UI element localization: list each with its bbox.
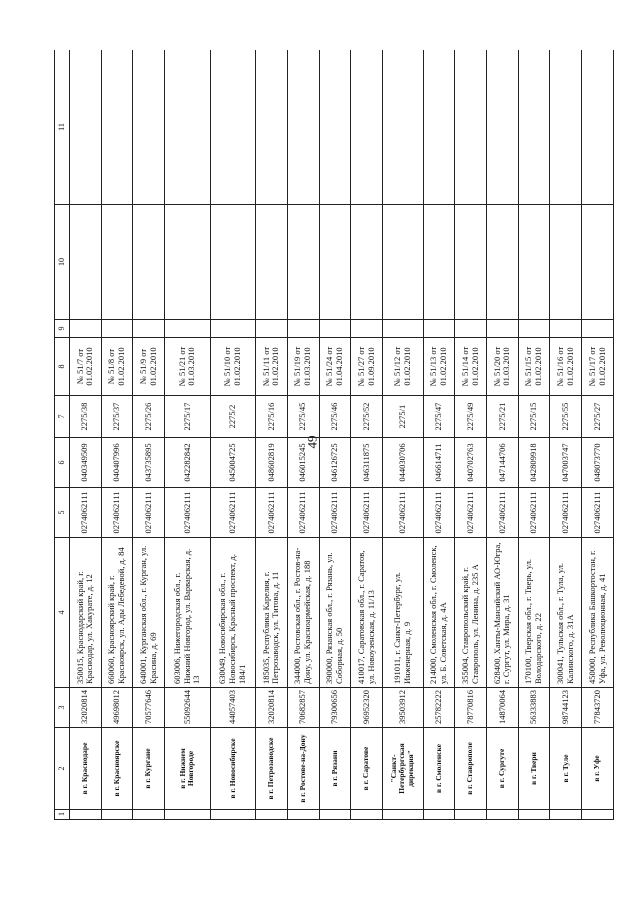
number-cell: 2275/49 <box>455 396 487 438</box>
code-cell: 78770816 <box>455 688 487 728</box>
number-cell: 2275/47 <box>423 396 455 438</box>
column-11-cell <box>518 50 550 205</box>
column-10-cell <box>101 205 133 320</box>
column-header-3: 3 <box>55 688 70 728</box>
column-9-cell <box>455 320 487 338</box>
order-cell: № 51/7 от 01.02.2010 <box>70 338 102 396</box>
row-index-cell <box>165 810 210 820</box>
table-row <box>351 50 383 820</box>
number-cell: 2275/2 <box>210 396 255 438</box>
inn-cell: 0274062111 <box>319 488 351 538</box>
inn-cell: 0274062111 <box>133 488 165 538</box>
address-cell: 214000, Смоленская обл., г. Смоленск, ул. Б. Советская, д. 4А <box>423 538 455 688</box>
branch-name-cell: в г. Нижнем Новгороде <box>165 728 210 810</box>
column-header-9: 9 <box>55 320 70 338</box>
branch-name-cell: в г. Сургуте <box>487 728 519 810</box>
inn-cell: 0274062111 <box>382 488 423 538</box>
inn-cell: 0274062111 <box>582 488 614 538</box>
column-11-cell <box>351 50 383 205</box>
row-index-cell <box>256 810 288 820</box>
kpp-cell: 048602819 <box>256 438 288 488</box>
kpp-cell: 047144706 <box>487 438 519 488</box>
code-cell: 25782222 <box>423 688 455 728</box>
order-cell: № 51/15 от 01.02.2010 <box>518 338 550 396</box>
branch-name-cell: в г. Твери <box>518 728 550 810</box>
code-cell: 98744123 <box>550 688 582 728</box>
code-cell: 49698012 <box>101 688 133 728</box>
number-cell: 2275/38 <box>70 396 102 438</box>
column-11-cell <box>70 50 102 205</box>
column-9-cell <box>518 320 550 338</box>
order-cell: № 51/20 от 01.03.2010 <box>487 338 519 396</box>
inn-cell: 0274062111 <box>70 488 102 538</box>
number-cell: 2275/45 <box>287 396 319 438</box>
inn-cell: 0274062111 <box>287 488 319 538</box>
table-row <box>423 50 455 820</box>
order-cell: № 51/11 от 01.02.2010 <box>256 338 288 396</box>
column-10-cell <box>319 205 351 320</box>
row-index-cell <box>351 810 383 820</box>
inn-cell: 0274062111 <box>550 488 582 538</box>
inn-cell: 0274062111 <box>423 488 455 538</box>
column-9-cell <box>582 320 614 338</box>
column-header-2: 2 <box>55 728 70 810</box>
column-11-cell <box>319 50 351 205</box>
column-9-cell <box>550 320 582 338</box>
table-row <box>518 50 550 820</box>
branch-name-cell: "Санкт-Петербургская дирекция" <box>382 728 423 810</box>
column-header-6: 6 <box>55 438 70 488</box>
code-cell: 77843720 <box>582 688 614 728</box>
kpp-cell: 046311875 <box>351 438 383 488</box>
address-cell: 390000, Рязанская обл., г. Рязань, ул. Соборная, д. 50 <box>319 538 351 688</box>
order-cell: № 51/19 от 01.03.2010 <box>287 338 319 396</box>
column-11-cell <box>487 50 519 205</box>
table-row <box>287 50 319 820</box>
column-10-cell <box>287 205 319 320</box>
kpp-cell: 047003747 <box>550 438 582 488</box>
header-row <box>55 50 70 820</box>
table-row <box>550 50 582 820</box>
column-9-cell <box>319 320 351 338</box>
order-cell: № 51/10 от 01.02.2010 <box>210 338 255 396</box>
order-cell: № 51/14 от 01.02.2010 <box>455 338 487 396</box>
column-9-cell <box>210 320 255 338</box>
column-9-cell <box>423 320 455 338</box>
row-index-cell <box>455 810 487 820</box>
column-10-cell <box>518 205 550 320</box>
column-11-cell <box>582 50 614 205</box>
address-cell: 660060, Красноярский край, г. Красноярск, ул. Ады Лебедевой, д. 84 <box>101 538 133 688</box>
branch-name-cell: в г. Краснодаре <box>70 728 102 810</box>
address-cell: 450000, Республика Башкортостан, г. Уфа, ул. Революционная, д. 41 <box>582 538 614 688</box>
code-cell: 32020814 <box>70 688 102 728</box>
code-cell: 56333883 <box>518 688 550 728</box>
column-10-cell <box>455 205 487 320</box>
number-cell: 2275/17 <box>165 396 210 438</box>
column-9-cell <box>256 320 288 338</box>
table-row <box>487 50 519 820</box>
column-11-cell <box>133 50 165 205</box>
row-index-cell <box>518 810 550 820</box>
row-index-cell <box>582 810 614 820</box>
column-9-cell <box>382 320 423 338</box>
number-cell: 2275/1 <box>382 396 423 438</box>
branch-name-cell: в г. Красноярске <box>101 728 133 810</box>
column-10-cell <box>70 205 102 320</box>
address-cell: 191011, г. Санкт-Петербург, ул. Инженерная, д. 9 <box>382 538 423 688</box>
table-row <box>101 50 133 820</box>
address-cell: 344000, Ростовская обл., г. Ростов-на-Дону, ул. Красноармейская, д. 188 <box>287 538 319 688</box>
column-header-11: 11 <box>55 50 70 205</box>
column-10-cell <box>550 205 582 320</box>
column-10-cell <box>256 205 288 320</box>
order-cell: № 51/13 от 01.02.2010 <box>423 338 455 396</box>
kpp-cell: 045004725 <box>210 438 255 488</box>
column-11-cell <box>550 50 582 205</box>
inn-cell: 0274062111 <box>210 488 255 538</box>
column-11-cell <box>256 50 288 205</box>
column-10-cell <box>582 205 614 320</box>
number-cell: 2275/16 <box>256 396 288 438</box>
kpp-cell: 048073770 <box>582 438 614 488</box>
order-cell: № 51/16 от 01.02.2010 <box>550 338 582 396</box>
inn-cell: 0274062111 <box>518 488 550 538</box>
kpp-cell: 043735895 <box>133 438 165 488</box>
column-10-cell <box>423 205 455 320</box>
row-index-cell <box>210 810 255 820</box>
column-10-cell <box>210 205 255 320</box>
inn-cell: 0274062111 <box>101 488 133 538</box>
column-10-cell <box>351 205 383 320</box>
branch-name-cell: в г. Ставрополе <box>455 728 487 810</box>
number-cell: 2275/26 <box>133 396 165 438</box>
address-cell: 628400, Ханты-Мансийский АО-Югра, г. Сургут, ул. Мира, д. 31 <box>487 538 519 688</box>
column-header-8: 8 <box>55 338 70 396</box>
column-9-cell <box>133 320 165 338</box>
address-cell: 355004, Ставропольский край, г. Ставрополь, ул. Ленина, д. 235 А <box>455 538 487 688</box>
column-11-cell <box>101 50 133 205</box>
row-index-cell <box>133 810 165 820</box>
kpp-cell: 044030706 <box>382 438 423 488</box>
address-cell: 185035, Республика Карелия, г. Петрозаводск, ул. Титова, д. 11 <box>256 538 288 688</box>
branch-name-cell: в г. Кургане <box>133 728 165 810</box>
column-11-cell <box>165 50 210 205</box>
kpp-cell: 040407996 <box>101 438 133 488</box>
number-cell: 2275/21 <box>487 396 519 438</box>
order-cell: № 51/8 от 01.02.2010 <box>101 338 133 396</box>
registry-table <box>54 50 614 820</box>
table-container <box>54 50 614 820</box>
code-cell: 32020814 <box>256 688 288 728</box>
branch-name-cell: в г. Петрозаводске <box>256 728 288 810</box>
number-cell: 2275/52 <box>351 396 383 438</box>
column-header-4: 4 <box>55 538 70 688</box>
column-header-10: 10 <box>55 205 70 320</box>
code-cell: 14870064 <box>487 688 519 728</box>
column-9-cell <box>101 320 133 338</box>
column-10-cell <box>133 205 165 320</box>
inn-cell: 0274062111 <box>256 488 288 538</box>
number-cell: 2275/37 <box>101 396 133 438</box>
branch-name-cell: в г. Рязани <box>319 728 351 810</box>
branch-name-cell: в г. Уфе <box>582 728 614 810</box>
row-index-cell <box>550 810 582 820</box>
table-body <box>70 50 614 820</box>
table-row <box>256 50 288 820</box>
table-row <box>382 50 423 820</box>
branch-name-cell: в г. Саратове <box>351 728 383 810</box>
table-row <box>133 50 165 820</box>
column-11-cell <box>455 50 487 205</box>
column-10-cell <box>382 205 423 320</box>
column-9-cell <box>165 320 210 338</box>
row-index-cell <box>487 810 519 820</box>
kpp-cell: 042282842 <box>165 438 210 488</box>
table-row <box>70 50 102 820</box>
column-header-1: 1 <box>55 810 70 820</box>
branch-name-cell: в г. Туле <box>550 728 582 810</box>
branch-name-cell: в г. Смоленске <box>423 728 455 810</box>
code-cell: 39503912 <box>382 688 423 728</box>
code-cell: 96952320 <box>351 688 383 728</box>
order-cell: № 51/17 от 01.02.2010 <box>582 338 614 396</box>
inn-cell: 0274062111 <box>455 488 487 538</box>
column-header-5: 5 <box>55 488 70 538</box>
branch-name-cell: в г. Ростове-на-Дону <box>287 728 319 810</box>
table-row <box>210 50 255 820</box>
row-index-cell <box>423 810 455 820</box>
inn-cell: 0274062111 <box>351 488 383 538</box>
kpp-cell: 046126725 <box>319 438 351 488</box>
table-row <box>455 50 487 820</box>
column-9-cell <box>287 320 319 338</box>
column-11-cell <box>287 50 319 205</box>
address-cell: 640001, Курганская обл., г. Курган, ул. Красина, д. 69 <box>133 538 165 688</box>
number-cell: 2275/27 <box>582 396 614 438</box>
column-9-cell <box>487 320 519 338</box>
column-10-cell <box>165 205 210 320</box>
order-cell: № 51/24 от 01.04.2010 <box>319 338 351 396</box>
column-header-7: 7 <box>55 396 70 438</box>
address-cell: 603006, Нижегородская обл., г. Нижний Новгород, ул. Варварская, д. 13 <box>165 538 210 688</box>
column-11-cell <box>382 50 423 205</box>
row-index-cell <box>70 810 102 820</box>
column-9-cell <box>70 320 102 338</box>
kpp-cell: 042809918 <box>518 438 550 488</box>
address-cell: 410017, Саратовская обл., г. Саратов, ул. Новоузенская, д. 11/13 <box>351 538 383 688</box>
code-cell: 70577646 <box>133 688 165 728</box>
order-cell: № 51/27 от 01.09.2010 <box>351 338 383 396</box>
code-cell: 79300656 <box>319 688 351 728</box>
row-index-cell <box>101 810 133 820</box>
order-cell: № 51/21 от 01.03.2010 <box>165 338 210 396</box>
column-11-cell <box>423 50 455 205</box>
kpp-cell: 046614711 <box>423 438 455 488</box>
number-cell: 2275/46 <box>319 396 351 438</box>
number-cell: 2275/55 <box>550 396 582 438</box>
address-cell: 170100, Тверская обл., г. Тверь, ул. Володарского, д. 22 <box>518 538 550 688</box>
inn-cell: 0274062111 <box>487 488 519 538</box>
number-cell: 2275/15 <box>518 396 550 438</box>
row-index-cell <box>287 810 319 820</box>
code-cell: 55092644 <box>165 688 210 728</box>
order-cell: № 51/12 от 01.02.2010 <box>382 338 423 396</box>
kpp-cell: 040702763 <box>455 438 487 488</box>
column-9-cell <box>351 320 383 338</box>
column-11-cell <box>210 50 255 205</box>
row-index-cell <box>319 810 351 820</box>
table-row <box>319 50 351 820</box>
kpp-cell: 046015245 <box>287 438 319 488</box>
table-row <box>582 50 614 820</box>
address-cell: 300041, Тульская обл., г. Тула, ул. Калинского, д. 31А <box>550 538 582 688</box>
inn-cell: 0274062111 <box>165 488 210 538</box>
table-row <box>165 50 210 820</box>
row-index-cell <box>382 810 423 820</box>
order-cell: № 51/9 от 01.02.2010 <box>133 338 165 396</box>
code-cell: 44057403 <box>210 688 255 728</box>
address-cell: 630049, Новосибирская обл., г. Новосибирск, Красный проспект, д. 184/1 <box>210 538 255 688</box>
branch-name-cell: в г. Новосибирске <box>210 728 255 810</box>
column-10-cell <box>487 205 519 320</box>
page-number: 49 <box>304 435 320 449</box>
code-cell: 70682857 <box>287 688 319 728</box>
address-cell: 350015, Краснодарский край, г. Краснодар, ул. Хакурате, д. 12 <box>70 538 102 688</box>
kpp-cell: 040349509 <box>70 438 102 488</box>
